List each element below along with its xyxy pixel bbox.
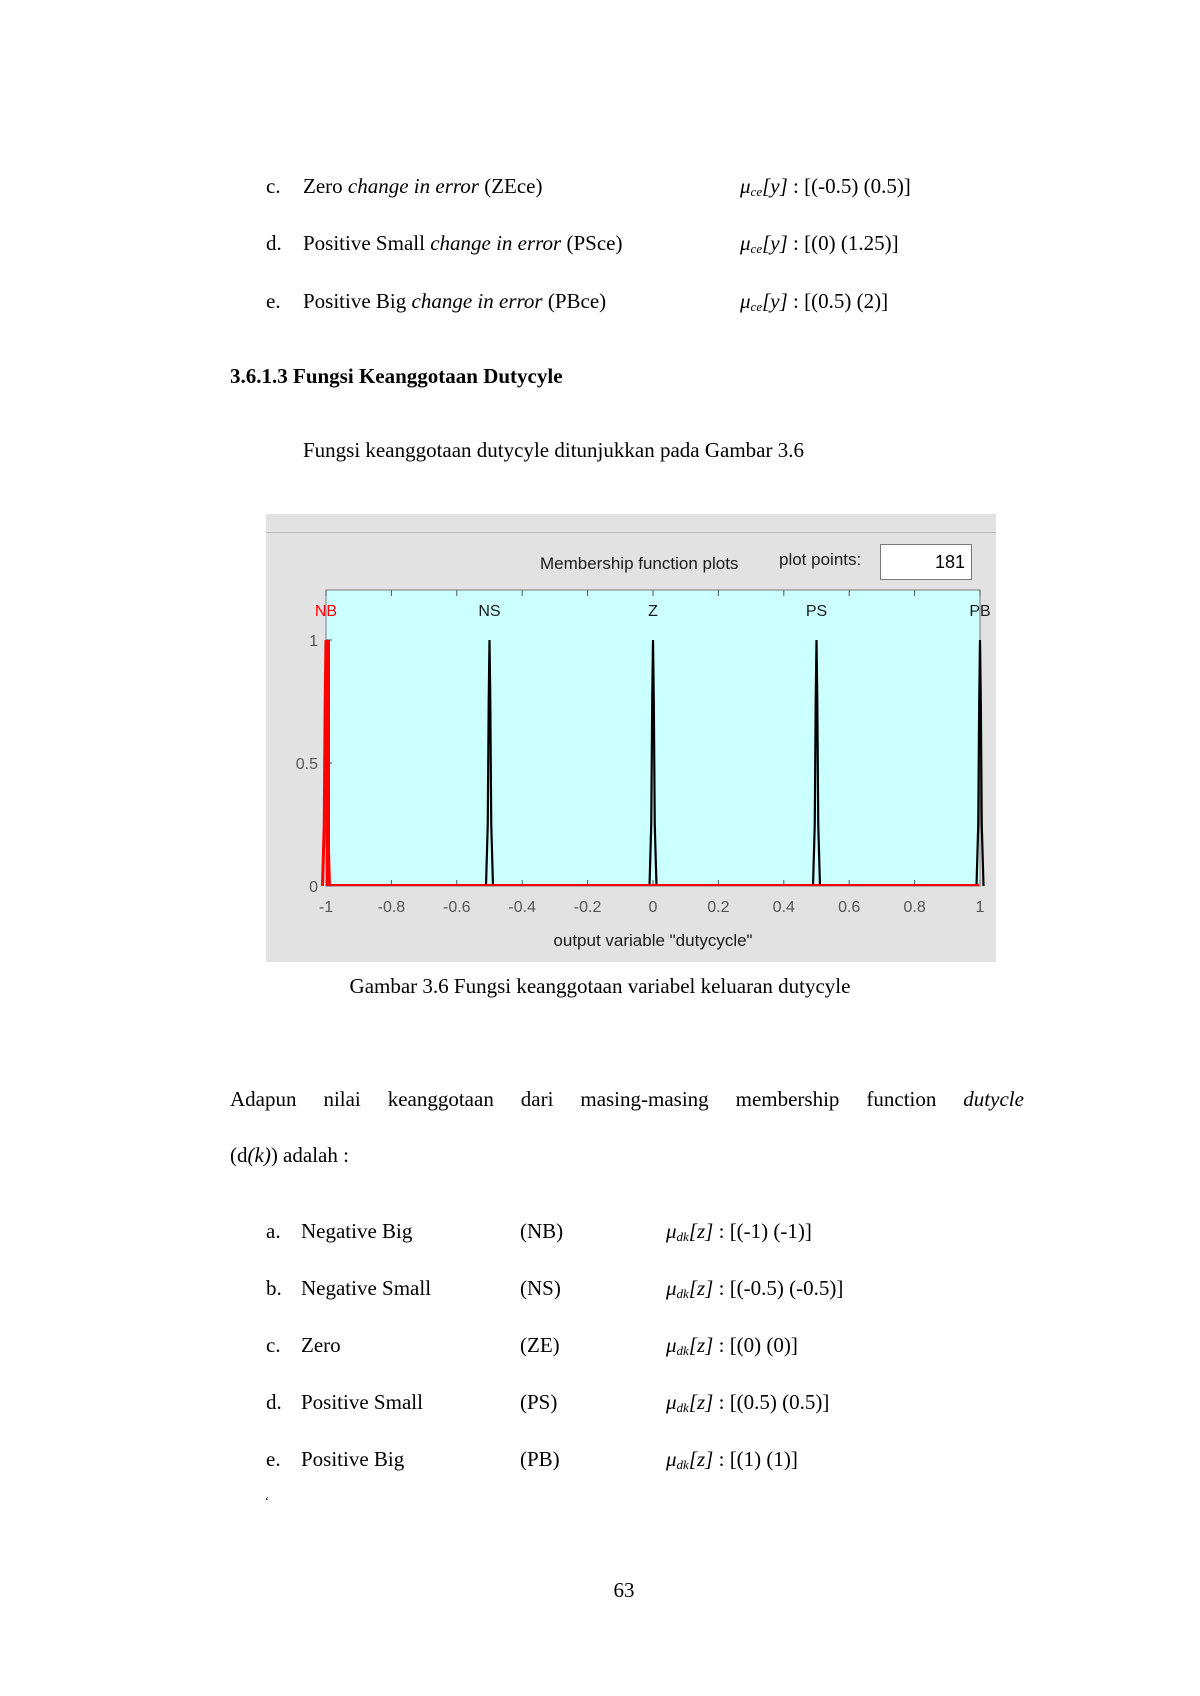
ce-item-italic: change in error	[411, 289, 543, 313]
mu-symbol: μ	[666, 1390, 677, 1414]
x-tick-label: -0.2	[573, 899, 602, 916]
plot-points-label: plot points:	[779, 550, 862, 569]
figure-title: Membership function plots	[540, 554, 739, 573]
figure-caption: Gambar 3.6 Fungsi keanggotaan variabel keluaran dutycyle	[349, 974, 851, 998]
paragraph-text: (d	[230, 1143, 248, 1167]
mu-values: : [(0) (0)]	[713, 1333, 798, 1357]
paragraph-word: keanggotaan	[387, 1087, 494, 1111]
intro-text: Fungsi keanggotaan dutycyle ditunjukkan pada Gambar 3.6	[303, 438, 804, 462]
dk-item-letter: a.	[266, 1219, 281, 1243]
mu-variable: [z]	[688, 1333, 714, 1357]
dk-item-formula	[666, 1333, 798, 1359]
dk-item-name: Negative Big	[301, 1219, 413, 1243]
ce-item-formula	[740, 289, 888, 315]
paragraph-word: function	[866, 1087, 937, 1111]
mu-symbol: μ	[740, 174, 751, 198]
x-tick-label: -1	[318, 899, 334, 916]
mu-symbol: μ	[666, 1447, 677, 1471]
x-tick-label: -0.4	[508, 899, 536, 916]
ce-item-label	[303, 289, 606, 314]
paragraph-word: dari	[520, 1087, 554, 1111]
series-ns-label: NS	[478, 603, 501, 620]
dk-item-letter: b.	[266, 1276, 282, 1300]
paragraph-word: nilai	[323, 1087, 361, 1111]
x-tick-label: 0.8	[903, 899, 926, 916]
mu-variable: [y]	[762, 174, 788, 198]
section-heading: 3.6.1.3 Fungsi Keanggotaan Dutycyle	[230, 364, 563, 388]
mu-symbol: μ	[666, 1276, 677, 1300]
dk-item-code: (ZE)	[520, 1333, 560, 1357]
ce-item-code: (PBce)	[547, 289, 607, 313]
ce-item-name: Zero	[303, 174, 343, 198]
ce-item-label	[303, 231, 622, 256]
ce-item-letter: c.	[266, 174, 281, 198]
ce-item-name: Positive Small	[303, 231, 431, 255]
mu-symbol: μ	[740, 289, 751, 313]
mu-values: : [(-0.5) (0.5)]	[787, 174, 911, 198]
dk-item-letter: e.	[266, 1447, 281, 1471]
mu-subscript: dk	[676, 1286, 689, 1301]
series-z-label: Z	[648, 603, 658, 620]
ce-item-italic: change in error	[347, 174, 479, 198]
mu-subscript: dk	[676, 1400, 689, 1415]
dk-item-formula	[666, 1219, 812, 1245]
paragraph-line-1	[230, 1087, 1024, 1112]
mu-variable: [z]	[688, 1219, 714, 1243]
page-number: 63	[613, 1578, 635, 1602]
x-tick-label: -0.6	[443, 899, 471, 916]
mu-values: : [(0.5) (2)]	[787, 289, 889, 313]
mu-symbol: μ	[740, 231, 751, 255]
x-tick-label: 0.4	[772, 899, 795, 916]
x-tick-label: 0	[648, 899, 658, 916]
paragraph-line-2	[230, 1143, 349, 1168]
dk-item-code: (PS)	[520, 1390, 558, 1414]
ce-item-label	[303, 174, 543, 199]
mu-variable: [y]	[762, 289, 788, 313]
dk-item-formula	[666, 1447, 798, 1473]
ce-item-formula	[740, 174, 911, 200]
dk-item-name: Positive Small	[301, 1390, 423, 1414]
mu-subscript: ce	[750, 299, 763, 314]
series-pb-label: PB	[969, 603, 991, 620]
y-tick-label: 1	[309, 633, 318, 650]
x-tick-label: -0.8	[377, 899, 406, 916]
mu-values: : [(-0.5) (-0.5)]	[713, 1276, 844, 1300]
dk-item-formula	[666, 1390, 829, 1416]
x-tick-label: 1	[975, 899, 985, 916]
mu-symbol: μ	[666, 1333, 677, 1357]
stray-mark: ‘	[265, 1494, 269, 1508]
dk-item-name: Negative Small	[301, 1276, 432, 1300]
mu-values: : [(0) (1.25)]	[787, 231, 899, 255]
membership-function-figure	[266, 514, 996, 962]
mu-subscript: dk	[676, 1343, 689, 1358]
ce-item-letter: e.	[266, 289, 281, 313]
ce-item-name: Positive Big	[303, 289, 407, 313]
x-tick-label: 0.6	[838, 899, 861, 916]
dk-item-name: Positive Big	[301, 1447, 405, 1471]
dk-item-code: (NS)	[520, 1276, 561, 1300]
mu-variable: [z]	[688, 1276, 714, 1300]
ce-item-formula	[740, 231, 899, 257]
mu-subscript: dk	[676, 1457, 689, 1472]
paragraph-word: Adapun	[230, 1087, 297, 1111]
mu-symbol: μ	[666, 1219, 677, 1243]
mu-variable: [z]	[688, 1447, 714, 1471]
mu-values: : [(0.5) (0.5)]	[713, 1390, 830, 1414]
membership-chart	[266, 514, 996, 962]
ce-item-code: (PSce)	[566, 231, 623, 255]
x-tick-label: 0.2	[707, 899, 730, 916]
dk-item-letter: c.	[266, 1333, 281, 1357]
mu-variable: [z]	[688, 1390, 714, 1414]
y-tick-label: 0	[309, 879, 318, 896]
mu-subscript: dk	[676, 1229, 689, 1244]
mu-subscript: ce	[750, 241, 763, 256]
dk-item-formula	[666, 1276, 843, 1302]
ce-item-code: (ZEce)	[484, 174, 543, 198]
mu-variable: [y]	[762, 231, 788, 255]
dk-item-letter: d.	[266, 1390, 282, 1414]
paragraph-word: masing-masing	[580, 1087, 709, 1111]
mu-values: : [(1) (1)]	[713, 1447, 798, 1471]
x-axis-label: output variable "dutycycle"	[553, 931, 753, 950]
mu-values: : [(-1) (-1)]	[713, 1219, 812, 1243]
plot-points-input[interactable]: 181	[880, 544, 972, 580]
series-ps-label: PS	[805, 603, 828, 620]
series-nb-label: NB	[314, 603, 338, 620]
dk-item-code: (PB)	[520, 1447, 560, 1471]
mu-subscript: ce	[750, 184, 763, 199]
dk-item-code: (NB)	[520, 1219, 564, 1243]
ce-item-letter: d.	[266, 231, 282, 255]
paragraph-text: ) adalah :	[270, 1143, 349, 1167]
dk-item-name: Zero	[301, 1333, 341, 1357]
paragraph-italic-word: dutycle	[963, 1087, 1024, 1111]
y-tick-label: 0.5	[295, 756, 318, 773]
ce-item-italic: change in error	[430, 231, 562, 255]
paragraph-italic: (k)	[247, 1143, 271, 1167]
paragraph-word: membership	[735, 1087, 840, 1111]
